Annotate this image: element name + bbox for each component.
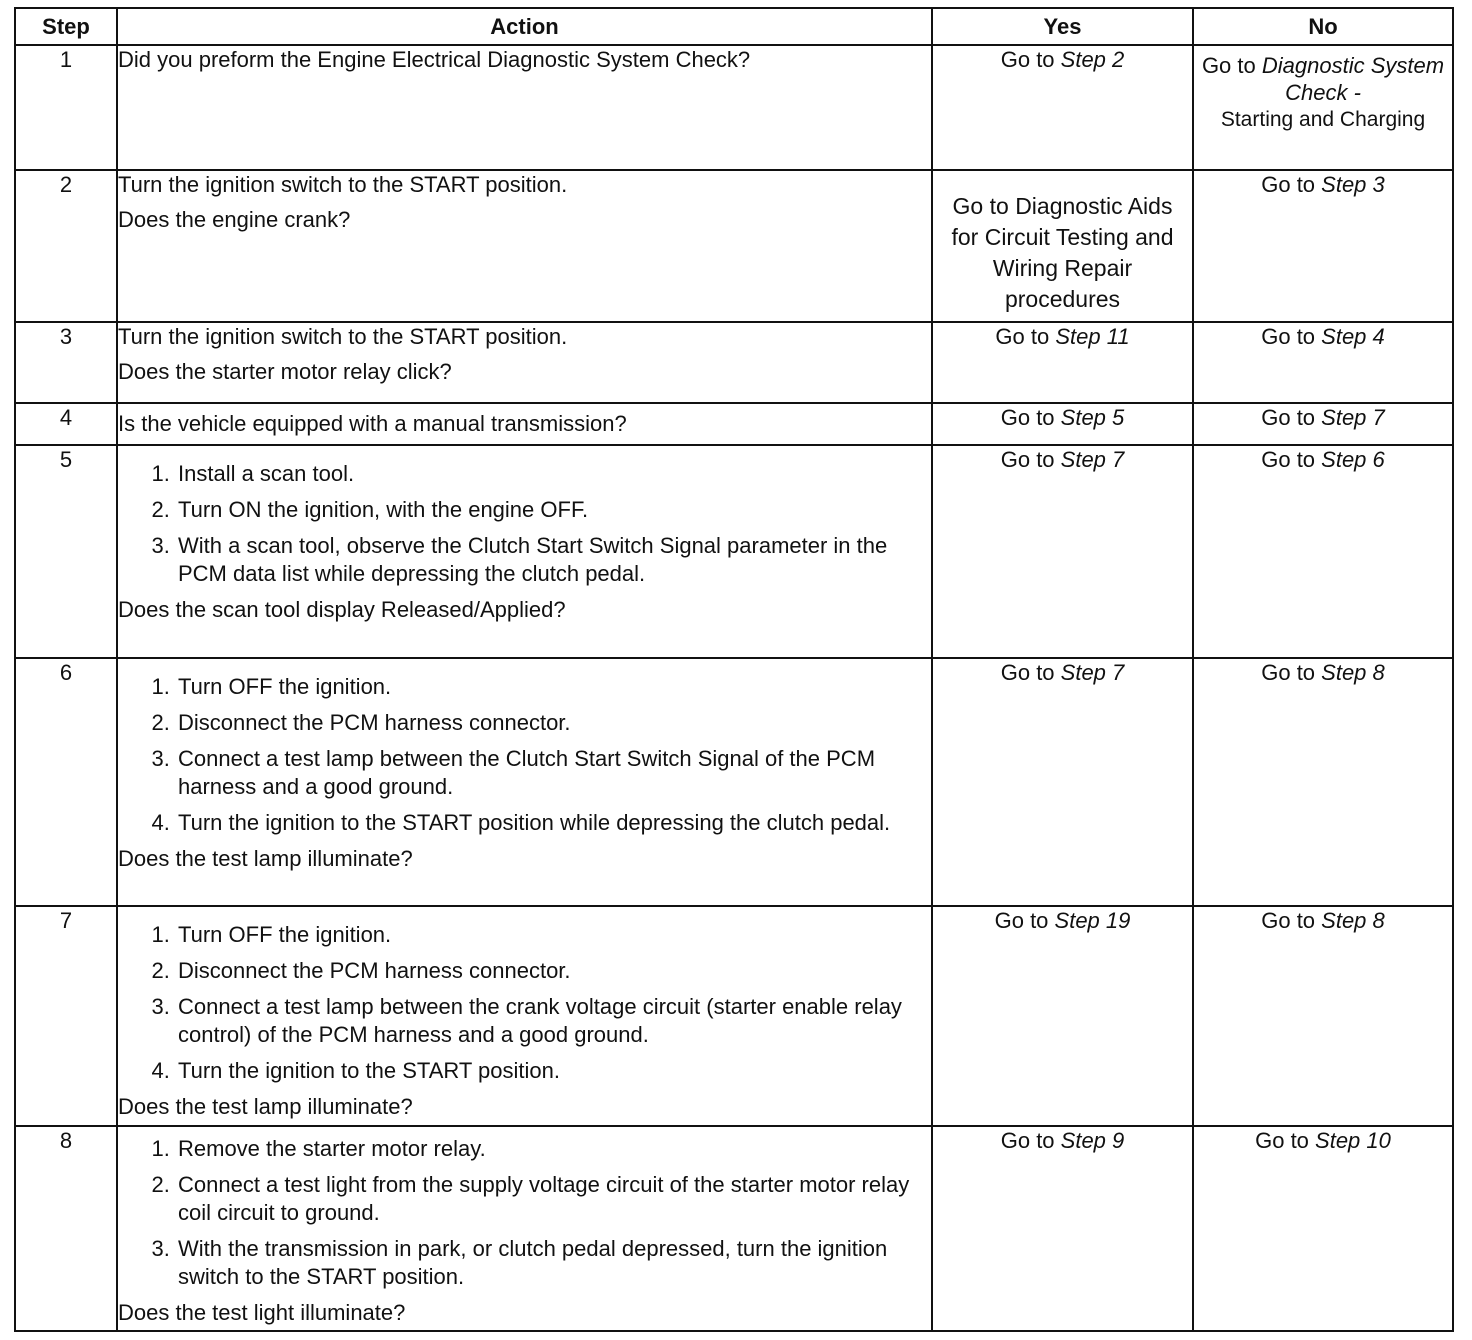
- instruction-list: [118, 673, 931, 837]
- list-item: 2. Disconnect the PCM harness connector.: [176, 957, 931, 985]
- step-number: 8: [15, 1126, 117, 1331]
- table-row: [15, 445, 1453, 658]
- step-number: 2: [15, 170, 117, 322]
- action-cell: [117, 1126, 932, 1331]
- yes-cell: [932, 658, 1193, 906]
- list-item: 4. Turn the ignition to the START position.: [176, 1057, 931, 1085]
- no-cell: [1193, 445, 1453, 658]
- yes-goto: Go to Step 2: [1000, 47, 1125, 72]
- diagnostic-table: [14, 7, 1454, 1332]
- header-action: Action: [117, 8, 932, 45]
- yes-goto: Go to Diagnostic Aids for Circuit Testing and Wiring Repair procedures: [951, 193, 1174, 312]
- question-text: Does the scan tool display Released/Applied?: [118, 597, 566, 622]
- table-row: [15, 906, 1453, 1126]
- yes-goto: Go to Step 5: [1000, 405, 1125, 430]
- table-row: [15, 403, 1453, 445]
- no-cell: [1193, 170, 1453, 322]
- yes-goto: Go to Step 19: [994, 908, 1131, 933]
- table-row: [15, 658, 1453, 906]
- no-goto-suffix: Starting and Charging: [1220, 108, 1426, 131]
- table-row: [15, 45, 1453, 170]
- no-goto: Go to Step 3: [1261, 172, 1385, 197]
- step-number: 4: [15, 403, 117, 445]
- question-text: Is the vehicle equipped with a manual transmission?: [118, 411, 627, 436]
- step-number: 3: [15, 322, 117, 403]
- no-cell: [1193, 1126, 1453, 1331]
- instruction-text: Turn the ignition switch to the START position.: [118, 324, 568, 349]
- no-goto: Go to Step 4: [1261, 324, 1385, 349]
- yes-cell: [932, 1126, 1193, 1331]
- action-cell: [117, 403, 932, 445]
- list-item: 3. Connect a test lamp between the crank voltage circuit (starter enable relay control) of the PCM harness and a good ground.: [176, 993, 931, 1049]
- instruction-text: Turn the ignition switch to the START position.: [118, 172, 568, 197]
- step-number: 1: [15, 45, 117, 170]
- instruction-list: [118, 460, 931, 588]
- question-text: Does the test lamp illuminate?: [118, 1094, 413, 1119]
- list-item: 3. With a scan tool, observe the Clutch Start Switch Signal parameter in the PCM data list while depressing the clutch pedal.: [176, 532, 931, 588]
- yes-cell: [932, 445, 1193, 658]
- list-item: 2. Turn ON the ignition, with the engine OFF.: [176, 496, 931, 524]
- no-goto: Go to Step 6: [1261, 447, 1385, 472]
- action-cell: [117, 445, 932, 658]
- question-text: Did you preform the Engine Electrical Diagnostic System Check?: [118, 47, 751, 72]
- table-row: [15, 170, 1453, 322]
- list-item: 3. Connect a test lamp between the Clutch Start Switch Signal of the PCM harness and a good ground.: [176, 745, 931, 801]
- step-number: 6: [15, 658, 117, 906]
- header-yes: Yes: [932, 8, 1193, 45]
- list-item: 1. Turn OFF the ignition.: [176, 673, 931, 701]
- yes-cell: [932, 906, 1193, 1126]
- action-cell: [117, 658, 932, 906]
- list-item: 2. Connect a test light from the supply voltage circuit of the starter motor relay coil circuit to ground.: [176, 1171, 931, 1227]
- instruction-list: [118, 1135, 931, 1291]
- no-goto: Go to Step 8: [1261, 908, 1385, 933]
- no-cell: [1193, 322, 1453, 403]
- header-row: [15, 8, 1453, 45]
- list-item: 1. Remove the starter motor relay.: [176, 1135, 931, 1163]
- list-item: 1. Install a scan tool.: [176, 460, 931, 488]
- question-text: Does the starter motor relay click?: [118, 359, 452, 384]
- question-text: Does the engine crank?: [118, 207, 351, 232]
- no-cell: [1193, 906, 1453, 1126]
- yes-cell: [932, 170, 1193, 322]
- instruction-list: [118, 921, 931, 1085]
- header-step: Step: [15, 8, 117, 45]
- question-text: Does the test light illuminate?: [118, 1300, 406, 1325]
- table-row: [15, 322, 1453, 403]
- yes-goto: Go to Step 7: [1000, 660, 1125, 685]
- no-goto: Go to Step 7: [1261, 405, 1385, 430]
- action-cell: [117, 170, 932, 322]
- list-item: 3. With the transmission in park, or clutch pedal depressed, turn the ignition switch to the START position.: [176, 1235, 931, 1291]
- list-item: 4. Turn the ignition to the START position while depressing the clutch pedal.: [176, 809, 931, 837]
- yes-cell: [932, 403, 1193, 445]
- no-goto: Go to Step 10: [1255, 1128, 1391, 1153]
- no-goto: Go to Step 8: [1261, 660, 1385, 685]
- table-row: [15, 1126, 1453, 1331]
- question-text: Does the test lamp illuminate?: [118, 846, 413, 871]
- step-number: 5: [15, 445, 117, 658]
- no-cell: [1193, 403, 1453, 445]
- yes-cell: [932, 322, 1193, 403]
- step-number: 7: [15, 906, 117, 1126]
- yes-cell: [932, 45, 1193, 170]
- action-cell: [117, 906, 932, 1126]
- no-goto: Go to Diagnostic System Check -: [1201, 53, 1445, 105]
- action-cell: [117, 45, 932, 170]
- action-cell: [117, 322, 932, 403]
- list-item: 2. Disconnect the PCM harness connector.: [176, 709, 931, 737]
- yes-goto: Go to Step 11: [995, 324, 1130, 349]
- yes-goto: Go to Step 9: [1000, 1128, 1125, 1153]
- no-cell: [1193, 658, 1453, 906]
- list-item: 1. Turn OFF the ignition.: [176, 921, 931, 949]
- header-no: No: [1193, 8, 1453, 45]
- yes-goto: Go to Step 7: [1000, 447, 1125, 472]
- no-cell: [1193, 45, 1453, 170]
